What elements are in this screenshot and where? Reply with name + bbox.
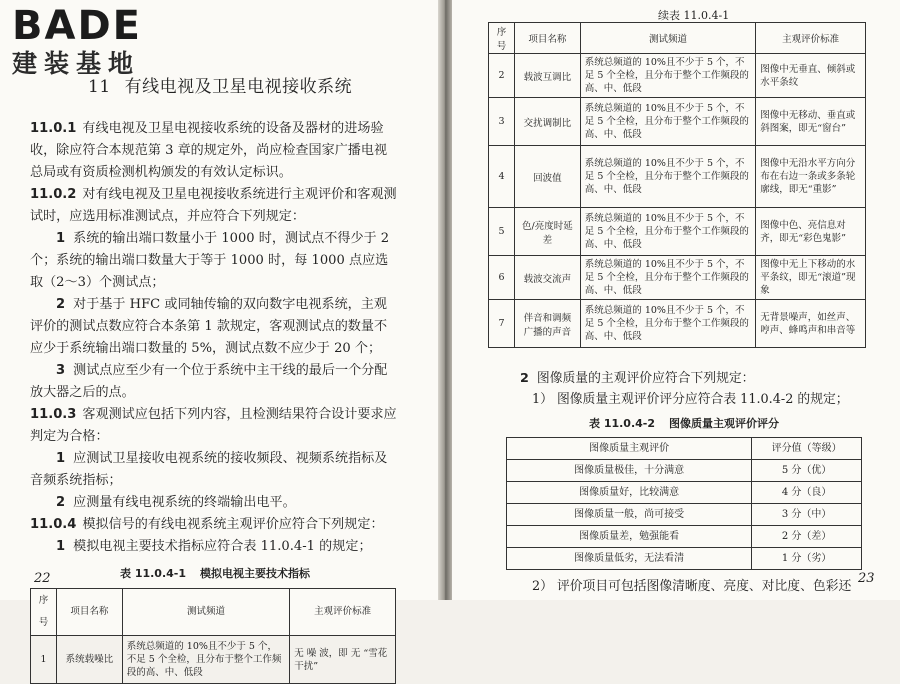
item-number: 2: [56, 297, 66, 312]
item-name: 回波值: [514, 146, 580, 208]
table-title: 图像质量主观评价评分: [669, 417, 780, 430]
test-channel: 系统总频道的 10%且不少于 5 个，不足 5 个全检，且分布于整个工作频段的高、中、低段: [580, 208, 755, 256]
item-number: 1）: [532, 392, 553, 407]
item-text: 评价项目可包括图像清晰度、亮度、对比度、色彩还: [556, 579, 852, 594]
table-row: [507, 504, 862, 526]
list-item: [504, 389, 864, 410]
item-number: 2）: [532, 579, 553, 594]
table-header: 序号: [489, 23, 515, 54]
spec-table: [30, 588, 396, 684]
table-header: 主观评价标准: [756, 23, 866, 54]
quality-description: 图像质量极佳，十分满意: [507, 460, 752, 482]
evaluation-standard: 图像中无垂直、倾斜或水平条纹: [756, 54, 866, 98]
table-row: [489, 146, 866, 208]
table-header-row: [507, 438, 862, 460]
item-name: 系统载噪比: [56, 636, 122, 684]
table-header: 主观评价标准: [290, 589, 396, 636]
clause-text: 客观测试应包括下列内容，且检测结果符合设计要求应判定为合格：: [30, 407, 397, 444]
continued-spec-table: [488, 22, 866, 348]
item-text: 图像质量主观评价评分应符合表 11.0.4-2 的规定；: [556, 392, 849, 407]
row-number: 1: [31, 636, 57, 684]
clause-text: 模拟信号的有线电视系统主观评价应符合下列规定：: [82, 517, 384, 532]
table-header-row: [489, 23, 866, 54]
chapter-title-text: 有线电视及卫星电视接收系统: [124, 77, 353, 97]
clause-number: 11.0.1: [30, 121, 77, 136]
table-row: [507, 548, 862, 570]
item-text: 应测试卫星接收电视系统的接收频段、视频系统指标及音频系统指标；: [30, 451, 388, 488]
list-item: [30, 536, 400, 558]
list-item: [30, 492, 400, 514]
item-number: 3: [56, 363, 66, 378]
row-number: 6: [489, 256, 515, 300]
book-gutter: [438, 0, 452, 600]
clause-number: 11.0.3: [30, 407, 77, 422]
score-value: 5 分（优）: [752, 460, 862, 482]
test-channel: 系统总频道的 10%且不少于 5 个，不足 5 个全检，且分布于整个工作频段的高、中、低段: [580, 98, 755, 146]
evaluation-standard: 图像中无移动、垂直或斜图案，即无“窗台”: [756, 98, 866, 146]
table-header: 测试频道: [122, 589, 289, 636]
page-number: 22: [34, 571, 51, 586]
score-value: 1 分（劣）: [752, 548, 862, 570]
test-channel: 系统总频道的 10%且不少于 5 个，不足 5 个全检，且分布于整个工作频段的高、中、低段: [580, 256, 755, 300]
continued-table-title: 续表 11.0.4-1: [658, 9, 730, 22]
list-item: [30, 448, 400, 492]
table-row: [507, 460, 862, 482]
item-text: 图像质量的主观评价应符合下列规定：: [536, 371, 755, 386]
table-row: [31, 636, 396, 684]
table-header-row: [31, 589, 396, 636]
bade-logo: [12, 3, 142, 80]
table-number: 表 11.0.4-2: [588, 417, 656, 430]
score-table: [506, 437, 862, 570]
table-header: 项目名称: [56, 589, 122, 636]
row-number: 5: [489, 208, 515, 256]
score-value: 4 分（良）: [752, 482, 862, 504]
row-number: 2: [489, 54, 515, 98]
clause-11-0-1: [30, 118, 400, 184]
clause-number: 11.0.4: [30, 517, 77, 532]
table-row: [489, 256, 866, 300]
score-value: 2 分（差）: [752, 526, 862, 548]
table-header: 图像质量主观评价: [507, 438, 752, 460]
right-body-text: [504, 368, 864, 597]
item-number: 2: [520, 371, 529, 386]
quality-description: 图像质量好，比较满意: [507, 482, 752, 504]
evaluation-standard: 无 噪 波，即 无 “雪花干扰”: [290, 636, 396, 684]
table-row: [507, 526, 862, 548]
left-body-text: [30, 118, 400, 684]
item-name: 载波交流声: [514, 256, 580, 300]
table-title: 模拟电视主要技术指标: [200, 567, 311, 580]
clause-number: 11.0.2: [30, 187, 77, 202]
item-name: 交扰调制比: [514, 98, 580, 146]
row-number: 3: [489, 98, 515, 146]
logo-subtitle: 建装基地: [12, 49, 141, 78]
quality-description: 图像质量一般，尚可接受: [507, 504, 752, 526]
table-header: 测试频道: [580, 23, 755, 54]
left-page: [0, 0, 438, 678]
table-header: 项目名称: [514, 23, 580, 54]
chapter-number: 11: [88, 77, 111, 97]
item-name: 伴音和调频广播的声音: [514, 300, 580, 348]
list-item: [504, 368, 864, 389]
item-text: 测试点应至少有一个位于系统中主干线的最后一个分配放大器之后的点。: [30, 363, 388, 400]
list-item: [30, 294, 400, 360]
item-number: 2: [56, 495, 66, 510]
table-caption: [30, 563, 400, 585]
page-number: 23: [858, 571, 875, 586]
test-channel: 系统总频道的 10%且不少于 5 个，不足 5 个全检，且分布于整个工作频段的高、中、低段: [122, 636, 289, 684]
clause-text: 有线电视及卫星电视接收系统的设备及器材的进场验收，除应符合本规范第 3 章的规定外，尚应检查国家广播电视总局或有资质检测机构颁发的有效认定标识。: [30, 121, 388, 180]
clause-11-0-3: [30, 404, 400, 448]
table-header: 序号: [31, 589, 57, 636]
table-row: [489, 98, 866, 146]
item-text: 应测量有线电视系统的终端输出电平。: [73, 495, 296, 510]
item-text: 对于基于 HFC 或同轴传输的双向数字电视系统，主观评价的测试点数应符合本条第 1 款规定，客观测试点的数量不应少于系统输出端口数量的 5%，测试点数不应少于 20 个；: [30, 297, 388, 356]
score-value: 3 分（中）: [752, 504, 862, 526]
list-item: [504, 576, 864, 597]
table-row: [489, 300, 866, 348]
clause-text: 对有线电视及卫星电视接收系统进行主观评价和客观测试时，应选用标准测试点，并应符合下列规定：: [30, 187, 397, 224]
list-item: [30, 228, 400, 294]
score-table-caption: [504, 413, 864, 434]
quality-description: 图像质量低劣，无法看清: [507, 548, 752, 570]
item-name: 色/亮度时延差: [514, 208, 580, 256]
list-item: [30, 360, 400, 404]
test-channel: 系统总频道的 10%且不少于 5 个，不足 5 个全检，且分布于整个工作频段的高、中、低段: [580, 300, 755, 348]
table-row: [489, 208, 866, 256]
row-number: 4: [489, 146, 515, 208]
item-number: 1: [56, 451, 66, 466]
test-channel: 系统总频道的 10%且不少于 5 个，不足 5 个全检，且分布于整个工作频段的高、中、低段: [580, 54, 755, 98]
item-number: 1: [56, 231, 66, 246]
clause-11-0-2: [30, 184, 400, 228]
item-text: 系统的输出端口数量小于 1000 时，测试点不得少于 2 个；系统的输出端口数量大于等于 1000 时，每 1000 点应选取（2～3）个测试点；: [30, 231, 390, 290]
quality-description: 图像质量差，勉强能看: [507, 526, 752, 548]
evaluation-standard: 图像中无上下移动的水平条纹，即无“滚道”现象: [756, 256, 866, 300]
test-channel: 系统总频道的 10%且不少于 5 个，不足 5 个全检，且分布于整个工作频段的高、中、低段: [580, 146, 755, 208]
chapter-title: [88, 72, 352, 97]
table-row: [507, 482, 862, 504]
row-number: 7: [489, 300, 515, 348]
item-number: 1: [56, 539, 66, 554]
clause-11-0-4: [30, 514, 400, 536]
logo-brand: BADE: [12, 3, 142, 49]
table-number: 表 11.0.4-1: [119, 567, 187, 580]
table-header: 评分值（等级）: [752, 438, 862, 460]
evaluation-standard: 图像中无沿水平方向分布在右边一条或多条轮廓线，即无“重影”: [756, 146, 866, 208]
item-text: 模拟电视主要技术指标应符合表 11.0.4-1 的规定；: [73, 539, 372, 554]
table-row: [489, 54, 866, 98]
item-name: 载波互调比: [514, 54, 580, 98]
evaluation-standard: 图像中色、亮信息对齐，即无“彩色鬼影”: [756, 208, 866, 256]
evaluation-standard: 无背景噪声，如丝声、哼声、蜂鸣声和串音等: [756, 300, 866, 348]
